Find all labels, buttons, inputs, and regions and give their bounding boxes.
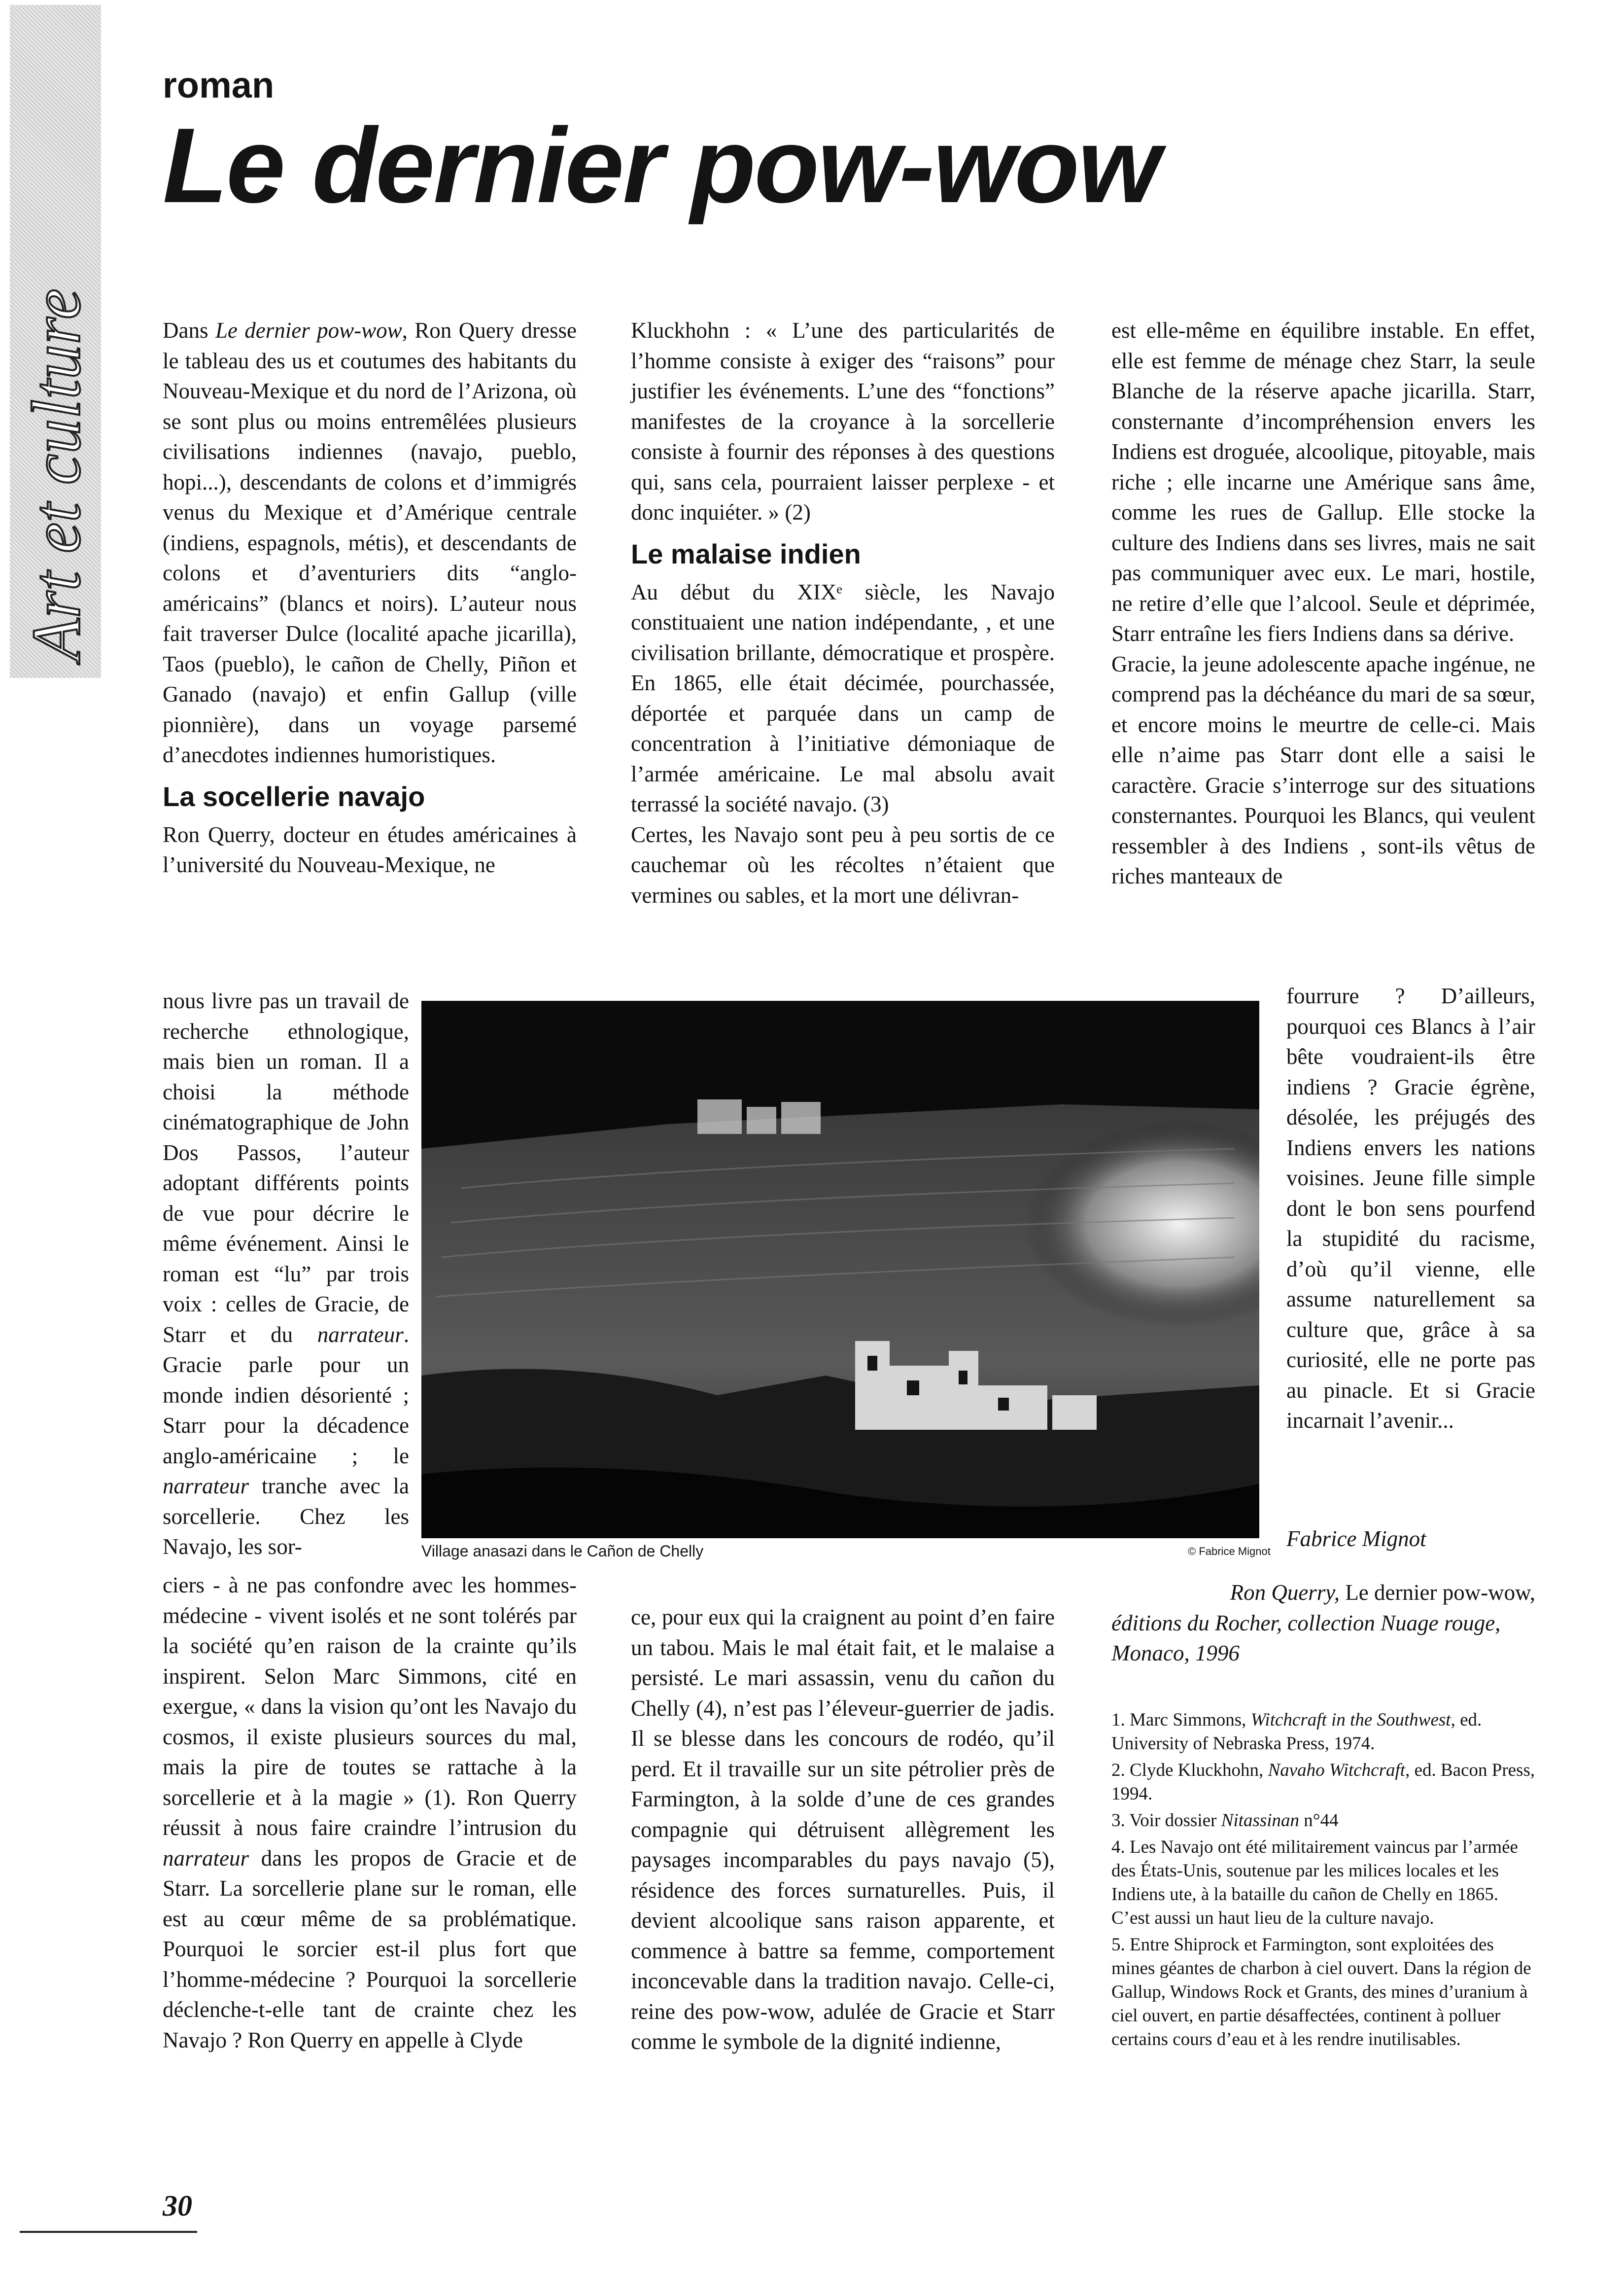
paragraph: Certes, les Navajo sont peu à peu sortis de ce cauchemar où les récoltes n’étaient que vermines ou sables, et la mort une délivran- — [631, 822, 1055, 908]
column-1-bottom — [163, 1570, 577, 2055]
paragraph: Au début du XIXᵉ siècle, les Navajo constituaient une nation indépendante, , et une civilisation brillante, démocratique et prospère. En 1865, elle était décimée, pourchassée, déportée et parquée dans un camp de concentration à l’initiative démoniaque de l’armée américaine. Le mal absolu avait terrassé la société navajo. (3) — [631, 579, 1055, 816]
paragraph: Ron Querry, docteur en études américaines à l’université du Nouveau-Mexique, ne — [163, 822, 577, 877]
paragraph: Dans Le dernier pow-wow, Ron Query dresse le tableau des us et coutumes des habitants du Nouveau-Mexique et du nord de l’Arizona, où se sont plus ou moins entremêlées plusieurs civilisations indiennes (navajo, pueblo, hopi...), descendants de colons et d’immigrés venus du Mexique et d’Amérique centrale (indiens, espagnols, métis), et descendants de colons et d’aventuriers dits “anglo-américains” (blancs et noirs). L’auteur nous fait traverser Dulce (localité apache jicarilla), Taos (pueblo), le cañon de Chelly, Piñon et Ganado (navajo) et enfin Gallup (ville pionnière), dans un voyage parsemé d’anecdotes indiennes humoristiques. — [163, 318, 577, 767]
column-1 — [163, 316, 577, 881]
paragraph: ciers - à ne pas confondre avec les hommes-médecine - vivent isolés et ne sont tolérés par la société qu’en raison de la crainte qu’ils inspirent. Selon Marc Simmons, cité en exergue, « dans la vision qu’ont les Navajo du cosmos, il existe plusieurs sources du mal, mais la pire de toutes se rattache à la sorcellerie et à la magie » (1). Ron Querry réussit à nous faire craindre l’intrusion du narrateur dans les propos de Gracie et de Starr. La sorcellerie plane sur le roman, elle est au cœur même de sa problématique. Pourquoi le sorcier est-il plus fort que l’homme-médecine ? Pourquoi la sorcellerie déclenche-t-elle tant de crainte chez les Navajo ? Ron Querry en appelle à Clyde — [163, 1573, 577, 2052]
paragraph: Gracie, la jeune adolescente apache ingénue, ne comprend pas la déchéance du mari de sa sœur, et encore moins le meurtre de celle-ci. Mais elle n’aime pas Starr dont elle a saisi le caractère. Gracie s’interroge sur des situations consternantes. Pourquoi les Blancs, qui veulent ressembler à des Indiens , sont-ils vêtus de riches manteaux de — [1111, 651, 1535, 888]
paragraph: ce, pour eux qui la craignent au point d’en faire un tabou. Mais le mal était fait, et le malaise a persisté. Le mari assassin, venu du cañon du Chelly (4), n’est pas l’éleveur-guerrier de jadis. Il se blesse dans les concours de rodéo, qu’il perd. Et il travaille sur un site pétrolier près de Farmington, à la solde d’une de ces grandes compagnie qui détruisent allègrement les paysages incomparables du pays navajo (5), résidence des forces surnaturelles. Puis, il devient alcoolique sans raison apparente, et commence à battre sa femme, comportement inconcevable dans la tradition navajo. Celle-ci, reine des pow-wow, adulée de Gracie et Starr comme le symbole de la dignité indienne, — [631, 1605, 1055, 2054]
paragraph: est elle-même en équilibre instable. En effet, elle est femme de ménage chez Starr, la seule Blanche de la réserve apache jicarilla. Starr, consternante d’incompréhension envers les Indiens est droguée, alcoolique, pitoyable, mais riche ; elle incarne une Amérique sans âme, comme les rues de Gallup. Elle stocke la culture des Indiens dans ses livres, mais ne sait pas communiquer avec eux. Le mari, hostile, ne retire d’elle que l’alcool. Seule et déprimée, Starr entraîne les fiers Indiens dans sa dérive. — [1111, 318, 1535, 646]
cliff-photo — [421, 1001, 1259, 1538]
paragraph: Kluckhohn : « L’une des particularités de l’homme consiste à exiger des “raisons” pour justifier les événements. L’une des “fonctions” manifestes de la croyance à la sorcellerie consiste à fournir des réponses à des questions qui, sans cela, pourraient laisser perplexe - et donc inquiéter. » (2) — [631, 318, 1055, 525]
page-number: 30 — [163, 2189, 192, 2222]
footnote: 2. Clyde Kluckhohn, Navaho Witchcraft, ed. Bacon Press, 1994. — [1111, 1760, 1535, 1804]
column-2 — [631, 316, 1055, 911]
footnotes — [1111, 1708, 1535, 2054]
footnote: 3. Voir dossier Nitassinan n°44 — [1111, 1810, 1339, 1831]
footnote: 4. Les Navajo ont été militairement vaincus par l’armée des États-Unis, soutenue par les milices locales et les Indiens ute, à la bataille du cañon de Chelly en 1865. C’est aussi un haut lieu de la culture navajo. — [1111, 1837, 1518, 1928]
paragraph: nous livre pas un travail de recherche ethnologique, mais bien un roman. Il a choisi la méthode cinématographique de John Dos Passos, l’auteur adoptant différents points de vue pour décrire le même événement. Ainsi le roman est “lu” par trois voix : celles de Gracie, de Starr et du narrateur. Gracie parle pour un monde indien désorienté ; Starr pour la décadence anglo-américaine ; le narrateur tranche avec la sorcellerie. Chez les Navajo, les sor- — [163, 989, 409, 1559]
footnote: 5. Entre Shiprock et Farmington, sont exploitées des mines géantes de charbon à ciel ouvert. Dans la région de Gallup, Windows Rock et Grants, des mines d’uranium à ciel ouvert, en partie désaffectées, continent à polluer certains cours d’eau et à les rendre inutilisables. — [1111, 1935, 1531, 2049]
section-label: Art et culture — [18, 288, 95, 661]
photo-caption: Village anasazi dans le Cañon de Chelly — [421, 1542, 704, 1560]
page-rule — [20, 2231, 197, 2233]
signature: Fabrice Mignot — [1286, 1526, 1426, 1551]
section-heading: Le malaise indien — [631, 538, 861, 569]
photo-credit: © Fabrice Mignot — [1188, 1545, 1271, 1557]
column-1-wrap — [163, 986, 409, 1562]
section-heading: La socellerie navajo — [163, 780, 425, 812]
column-3-wrap — [1286, 981, 1535, 1436]
book-reference: Ron Querry, Le dernier pow-wow, éditions du Rocher, collection Nuage rouge, Monaco, 1996 — [1111, 1580, 1535, 1665]
column-3 — [1111, 316, 1535, 892]
article-title: Le dernier pow-wow — [163, 106, 1160, 225]
paragraph: fourrure ? D’ailleurs, pourquoi ces Blancs à l’air bête voudraient-ils être indiens ? Gracie égrène, désolée, les préjugés des Indiens envers les nations voisines. Jeune fille simple dont le bon sens pourfend la stupidité du racisme, d’où qu’il vienne, elle assume naturellement sa culture que, grâce à sa curiosité, elle ne porte pas au pinacle. Et si Gracie incarnait l’avenir... — [1286, 984, 1535, 1433]
photo-anasazi-village — [421, 1001, 1259, 1538]
footnote: 1. Marc Simmons, Witchcraft in the Southwest, ed. University of Nebraska Press, 1974. — [1111, 1710, 1482, 1754]
kicker: roman — [163, 65, 275, 106]
column-2-bottom — [631, 1602, 1055, 2057]
